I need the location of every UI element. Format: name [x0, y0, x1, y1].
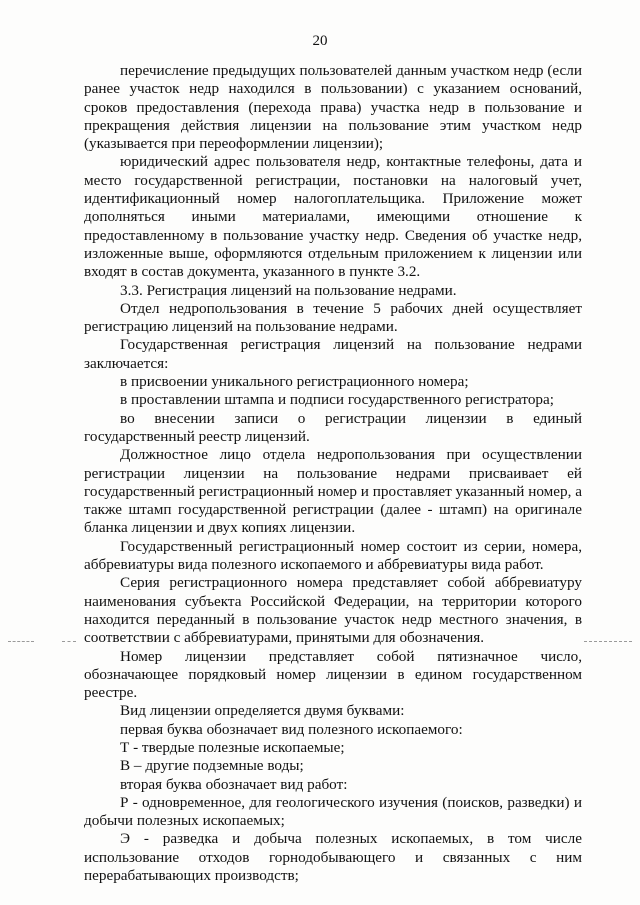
paragraph-previous-users: перечисление предыдущих пользователей данным участком недр (если ранее участок недр находился в пользовании) с указанием оснований, сроков предоставления (перехода права) участка недр в пользование и прекращения действия лицензии на пользование этим участком недр (указывается при переоформлении лицензии);	[84, 62, 582, 153]
list-item-letter-e: Э - разведка и добыча полезных ископаемых, в том числе использование отходов горнодобывающего и связанных с ним перерабатывающих производств;	[84, 830, 582, 885]
list-item-letter-t: Т - твердые полезные ископаемые;	[120, 738, 345, 756]
paragraph-series: Серия регистрационного номера представляет собой аббревиатуру наименования субъекта Российской Федерации, на территории которого находится переданный в пользование участок недр местного значения, в соответствии с аббревиатурами, принятыми для обозначения.	[84, 574, 582, 647]
paragraph-license-type: Вид лицензии определяется двумя буквами:	[120, 702, 405, 720]
list-item-letter-v: В – другие подземные воды;	[120, 757, 304, 775]
document-body	[84, 62, 582, 885]
paragraph-registration-deadline: Отдел недропользования в течение 5 рабочих дней осуществляет регистрацию лицензий на пользование недрами.	[84, 299, 582, 336]
scan-artifact-right	[584, 641, 632, 642]
list-item-stamp-signature: в проставлении штампа и подписи государственного регистратора;	[120, 391, 554, 409]
section-heading-3-3: 3.3. Регистрация лицензий на пользование недрами.	[120, 281, 457, 299]
paragraph-license-number: Номер лицензии представляет собой пятизначное число, обозначающее порядковый номер лицензии в едином государственном реестре.	[84, 647, 582, 702]
scan-artifact-left	[8, 641, 34, 642]
paragraph-official-duties: Должностное лицо отдела недропользования при осуществлении регистрации лицензии на пользование недрами присваивает ей государственный регистрационный номер и проставляет указанный номер, а также штамп государственной регистрации (далее - штамп) на оригинале бланка лицензии и двух копиях лицензии.	[84, 446, 582, 537]
list-item-second-letter: вторая буква обозначает вид работ:	[120, 775, 348, 793]
scan-artifact-middle	[62, 641, 76, 642]
list-item-registry-entry: во внесении записи о регистрации лицензии в единый государственный реестр лицензий.	[84, 409, 582, 445]
paragraph-state-registration: Государственная регистрация лицензий на пользование недрами заключается:	[84, 336, 582, 372]
paragraph-legal-address: юридический адрес пользователя недр, контактные телефоны, дата и место государственной регистрации, постановки на налоговый учет, идентификационный номер налогоплательщика. Приложение может дополняться иными материалами, имеющими отношение к предоставленному в пользование участку недр. Сведения об участке недр, изложенные выше, оформляются отдельным приложением к лицензии или входят в состав документа, указанного в пункте 3.2.	[84, 153, 582, 281]
list-item-letter-r: Р - одновременное, для геологического изучения (поисков, разведки) и добычи полезных ископаемых;	[84, 793, 582, 830]
list-item-first-letter: первая буква обозначает вид полезного ископаемого:	[120, 720, 463, 738]
paragraph-number-structure: Государственный регистрационный номер состоит из серии, номера, аббревиатуры вида полезного ископаемого и аббревиатуры вида работ.	[84, 537, 582, 574]
list-item-unique-number: в присвоении уникального регистрационного номера;	[120, 373, 469, 391]
page-number: 20	[312, 33, 328, 49]
